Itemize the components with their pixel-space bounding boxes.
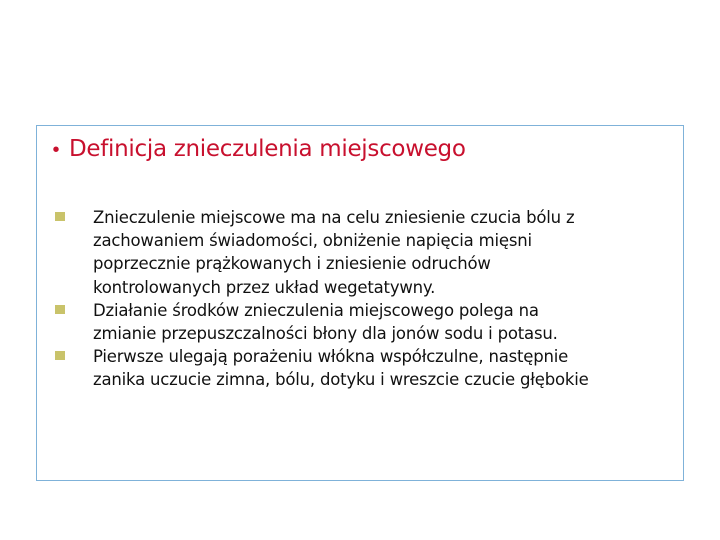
list-item: [55, 345, 687, 391]
content-box: [36, 125, 684, 481]
square-bullet-icon: [55, 212, 65, 221]
list-item: [55, 299, 687, 345]
list-item-text: Pierwsze ulegają porażeniu włókna współczulne, następnie zanika uczucie zimna, bólu, dotyku i wreszcie czucie głębokie: [93, 347, 589, 390]
list-item-text: Działanie środków znieczulenia miejscowego polega na zmianie przepuszczalności błony dla jonów sodu i potasu.: [93, 300, 558, 344]
list-item-text: Znieczulenie miejscowe ma na celu zniesienie czucia bólu z zachowaniem świadomości, obniżenie napięcia mięsni poprzecznie prążkowanych i zniesienie odruchów kontrolowanych przez układ wegetatywny.: [93, 208, 575, 297]
square-bullet-icon: [55, 351, 65, 360]
list-item: [55, 206, 687, 299]
square-bullet-icon: [55, 305, 65, 314]
slide-heading: [43, 136, 466, 162]
bullet-list: [55, 206, 687, 392]
heading-text: Definicja znieczulenia miejscowego: [69, 136, 466, 162]
heading-bullet-icon: •: [52, 139, 60, 161]
